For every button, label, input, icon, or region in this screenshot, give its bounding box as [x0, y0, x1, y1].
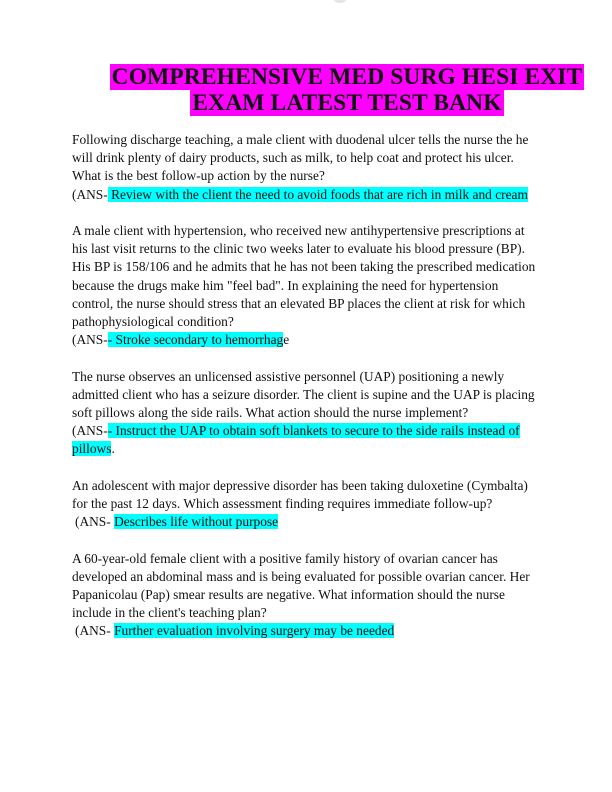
question-text: A male client with hypertension, who received new antihypertensive prescriptions at his last visit returns to the clinic two weeks later to evaluate his blood pressure (BP). His BP is 158/106 and he admits that he has not been taking the prescribed medication because the drugs make him "feel bad". In explaining the need for hypertension control, the nurse should stress that an elevated BP places the client at risk for which pathophysiological condition? [72, 223, 536, 330]
answer-suffix: . [111, 441, 115, 457]
document-title [84, 64, 610, 116]
question-item [72, 131, 542, 204]
answer-text: Further evaluation involving surgery may be needed [114, 623, 395, 639]
answer-text: - Stroke secondary to hemorrhag [107, 332, 284, 348]
document-title-text: COMPREHENSIVE MED SURG HESI EXIT EXAM LATEST TEST BANK [111, 64, 583, 116]
answer-line [72, 186, 542, 204]
question-text: An adolescent with major depressive disorder has been taking duloxetine (Cymbalta) for the past 12 days. Which assessment finding requires immediate follow-up? [72, 477, 528, 512]
page-top-mark [333, 0, 347, 3]
question-item [72, 368, 542, 459]
question-text: The nurse observes an unlicensed assistive personnel (UAP) positioning a newly admitted client who has a seizure disorder. The client is supine and the UAP is placing soft pillows along the side rails. What action should the nurse implement? [72, 368, 535, 421]
question-item [72, 477, 542, 532]
answer-line [72, 513, 542, 531]
question-item [72, 222, 542, 349]
question-list [72, 131, 542, 659]
answer-line [72, 331, 542, 349]
answer-prefix: (ANS- [75, 514, 111, 530]
answer-prefix: (ANS- [75, 623, 111, 639]
answer-prefix: (ANS- [72, 186, 108, 202]
question-text: Following discharge teaching, a male client with duodenal ulcer tells the nurse the he will drink plenty of dairy products, such as milk, to help coat and protect his ulcer. What is the best follow-up action by the nurse? [72, 132, 529, 184]
answer-prefix: (ANS- [72, 423, 108, 439]
answer-prefix: (ANS- [72, 332, 108, 348]
answer-text: - Instruct the UAP to obtain soft blankets to secure to the side rails instead of pillows [72, 423, 520, 457]
answer-suffix: e [283, 332, 290, 348]
question-item [72, 550, 542, 641]
answer-line [72, 422, 542, 458]
question-text: A 60-year-old female client with a positive family history of ovarian cancer has developed an abdominal mass and is being evaluated for possible ovarian cancer. Her Papanicolau (Pap) smear results are negative. What information should the nurse include in the client's teaching plan? [72, 550, 530, 621]
answer-line [72, 622, 542, 640]
answer-text: Describes life without purpose [114, 514, 279, 530]
answer-text: Review with the client the need to avoid foods that are rich in milk and cream [107, 186, 528, 202]
